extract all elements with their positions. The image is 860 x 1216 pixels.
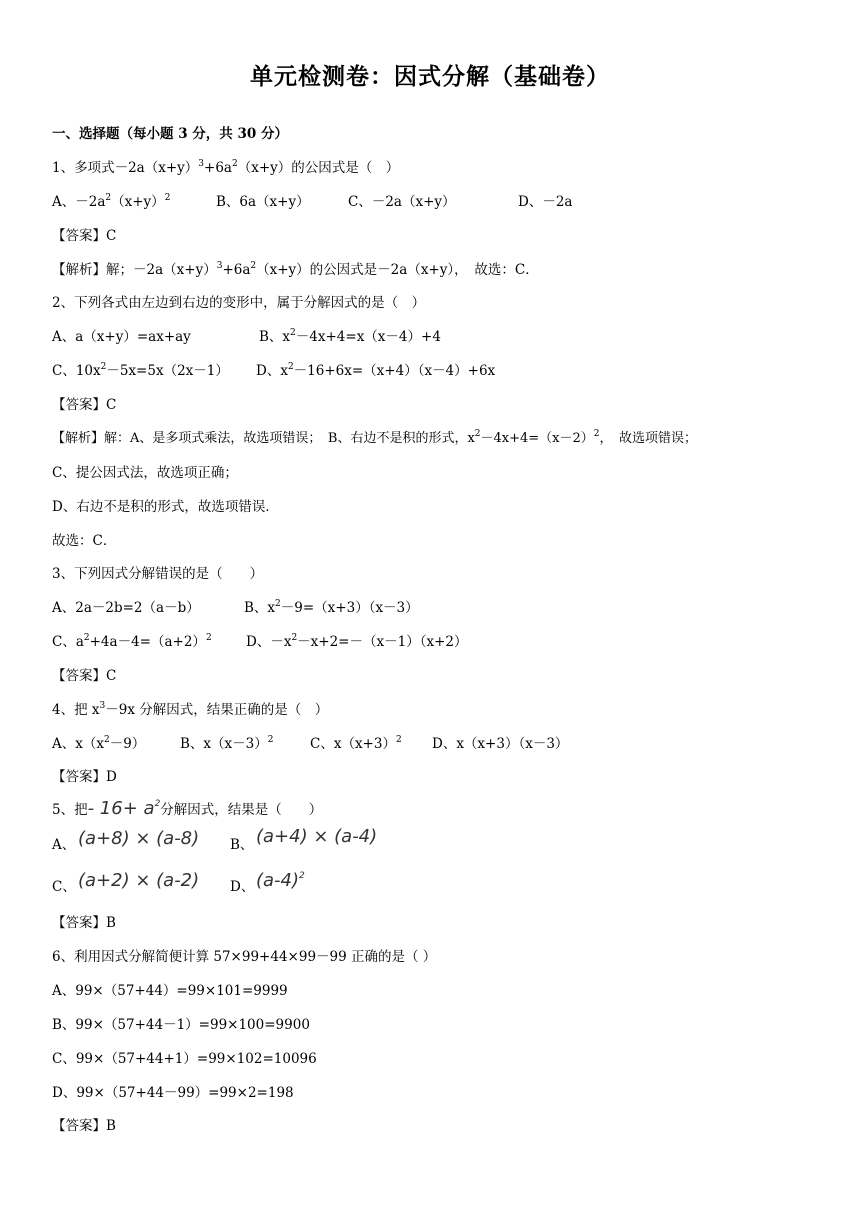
- option-c: C、－2a（x+y）: [348, 194, 456, 210]
- option-a: A、$x(x^2-9)$: [52, 734, 146, 752]
- option-d: D、x（x+3）（x－3）: [432, 736, 569, 752]
- option-c-label: C、: [52, 879, 76, 895]
- question-3-stem: 3、下列因式分解错误的是（ ）: [52, 566, 264, 582]
- explanation-2-line3: D、右边不是积的形式，故选项错误．: [52, 499, 279, 515]
- explanation-2-line4: 故选：C．: [52, 533, 117, 549]
- question-3-options-row2: [52, 633, 812, 651]
- option-c: C、$x(x+3)^2$: [310, 734, 402, 752]
- question-5-options-row2: [52, 870, 812, 898]
- option-d-expression: $(a-4)^2$: [256, 870, 305, 891]
- question-6-option-b: B、99×（57+44－1）=99×100=9900: [52, 1017, 310, 1033]
- option-d-label: D、: [230, 879, 255, 895]
- option-d: D、$-x^2-x+2=-(x-1)(x+2)$: [246, 632, 468, 650]
- question-1-stem: 1、多项式$-2a(x+y)^3+6a^2(x+y)$的公因式是（ ）: [52, 158, 400, 176]
- section-heading: 一、选择题（每小题 3 分，共 30 分）: [52, 126, 288, 142]
- question-5-options-row1: [52, 826, 812, 856]
- option-d: D、－2a: [518, 194, 573, 210]
- explanation-1: 【解析】解；$-2a(x+y)^3+6a^2(x+y)$的公因式是－2a（x+y）， 故选：C．: [52, 260, 539, 278]
- answer-2: 【答案】C: [52, 397, 117, 413]
- option-b: B、$x^2-4x+4=x(x-4)+4$: [259, 327, 441, 345]
- option-c: C、$a^2+4a-4=(a+2)^2$: [52, 632, 212, 650]
- option-b: B、6a（x+y）: [216, 194, 310, 210]
- option-b: B、$x(x-3)^2$: [180, 734, 274, 752]
- answer-3: 【答案】C: [52, 668, 117, 684]
- answer-4: 【答案】D: [52, 769, 117, 785]
- option-a-label: A、: [52, 837, 76, 853]
- option-c-expression: (a+2) × (a-2): [78, 870, 200, 891]
- question-6-stem: 6、利用因式分解简便计算 57×99+44×99－99 正确的是（ ）: [52, 949, 437, 965]
- answer-6: 【答案】B: [52, 1118, 116, 1134]
- answer-1: 【答案】C: [52, 228, 117, 244]
- question-4-options: [52, 735, 812, 753]
- question-6-option-a: A、99×（57+44）=99×101=9999: [52, 983, 288, 999]
- option-c: C、$10x^2-5x=5x(2x-1)$: [52, 361, 229, 379]
- option-b-expression: (a+4) × (a-4): [256, 826, 378, 847]
- option-b: B、$x^2-9=(x+3)(x-3)$: [244, 598, 419, 616]
- question-4-stem: 4、把 $x^3-9x$ 分解因式，结果正确的是（ ）: [52, 700, 329, 718]
- expression-image: - $16+ a^2$: [87, 798, 161, 819]
- explanation-2-line2: C、提公因式法，故选项正确；: [52, 465, 238, 481]
- question-3-options-row1: [52, 599, 812, 617]
- question-1-options: [52, 193, 812, 211]
- page-title: 单元检测卷：因式分解（基础卷）: [250, 64, 610, 90]
- option-b-label: B、: [230, 837, 254, 853]
- option-a-expression: (a+8) × (a-8): [78, 828, 200, 849]
- explanation-2: 【解析】解：A、是多项式乘法，故选项错误； B、右边不是积的形式，$x^2-4x+4=(x-2)^2$， 故选项错误；: [52, 428, 698, 446]
- answer-5: 【答案】B: [52, 915, 116, 931]
- question-6-option-c: C、99×（57+44+1）=99×102=10096: [52, 1051, 317, 1067]
- question-6-option-d: D、99×（57+44－99）=99×2=198: [52, 1085, 294, 1101]
- option-a: A、$-2a^2(x+y)^2$: [52, 192, 171, 210]
- question-2-options-row2: [52, 362, 812, 380]
- question-2-options-row1: [52, 328, 812, 346]
- option-d: D、$x^2-16+6x=(x+4)(x-4)+6x$: [256, 361, 496, 379]
- option-a: A、a（x+y）=ax+ay: [52, 329, 191, 345]
- question-5-stem: 5、把- $16+ a^2$分解因式，结果是（ ）: [52, 798, 323, 819]
- question-2-stem: 2、下列各式由左边到右边的变形中，属于分解因式的是（ ）: [52, 295, 426, 311]
- option-a: A、2a－2b=2（a－b）: [52, 600, 200, 616]
